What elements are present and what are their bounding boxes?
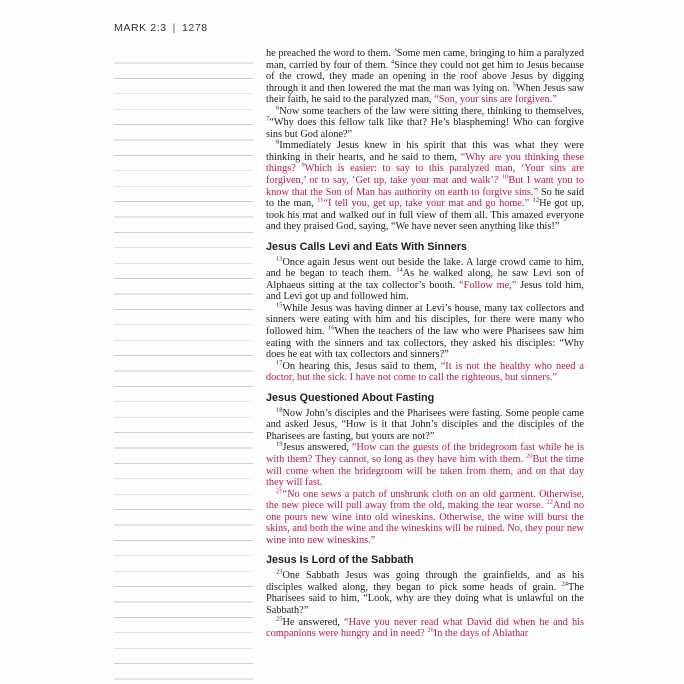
notes-lines bbox=[114, 48, 253, 684]
words-of-jesus: And no one pours new wine into old wineskins. Otherwise, the wine will burst the skins, and both the wine and the wineskins will be ruined. No, they pour new wine into new wineskins.” bbox=[266, 500, 584, 546]
words-of-jesus: “I tell you, get up, take your mat and go home.” bbox=[323, 198, 530, 210]
book-reference: MARK 2:3 bbox=[114, 22, 167, 34]
paragraph bbox=[266, 140, 584, 232]
verse-number: 19 bbox=[276, 440, 283, 448]
verse-text: he preached the word to them. bbox=[266, 48, 394, 59]
verse-text: On hearing this, Jesus said to them, bbox=[282, 360, 441, 372]
paragraph bbox=[266, 106, 584, 141]
verse-text: Once again Jesus went out beside the lake. A large crowd came to him, and he began to teach them. bbox=[266, 256, 584, 280]
page-number: 1278 bbox=[181, 22, 208, 34]
verse-text: Now John’s disciples and the Pharisees were fasting. Some people came and asked Jesus, “How is it that John’s disciples and the disciples of the Pharisees are fasting, but yours are not?” bbox=[266, 407, 584, 442]
words-of-jesus: In the days of Abiathar bbox=[433, 628, 529, 640]
verse-text: “Why does this fellow talk like that? He’s blaspheming! Who can forgive sins but God alone?” bbox=[266, 117, 584, 140]
verse-text: When the teachers of the law who were Pharisees saw him eating with the sinners and tax collectors, they asked his disciples: “Why does he eat with tax collectors and sinners?” bbox=[266, 326, 584, 361]
running-header bbox=[114, 22, 208, 34]
verse-number: 8 bbox=[276, 138, 280, 146]
verse-number: 12 bbox=[532, 196, 540, 204]
words-of-jesus: “Follow me,” bbox=[459, 279, 517, 291]
paragraph bbox=[266, 303, 584, 361]
verse-number: 15 bbox=[276, 301, 283, 309]
words-of-jesus: “How can the guests of the bridegroom fast while he is with them? They cannot, so long as they have him with them. bbox=[266, 442, 584, 465]
verse-text: Immediately Jesus knew in his spirit that this was what they were thinking in their hearts, and he said to them, bbox=[266, 140, 584, 163]
words-of-jesus: “Why are you thinking these things? bbox=[266, 151, 584, 175]
verse-text: The Pharisees said to him, “Look, why are they doing what is unlawful on the Sabbath?” bbox=[266, 581, 584, 616]
verse-number: 26 bbox=[427, 626, 434, 634]
words-of-jesus: But the time will come when the bridegroom will be taken from them, and on that day they will fast. bbox=[266, 453, 584, 489]
scripture-column bbox=[266, 48, 584, 684]
verse-number: 11 bbox=[317, 196, 324, 204]
verse-number: 13 bbox=[276, 255, 283, 263]
verse-number: 10 bbox=[501, 173, 509, 181]
verse-text: Jesus told him, and Levi got up and followed him. bbox=[266, 279, 584, 303]
verse-number: 24 bbox=[561, 580, 568, 588]
verse-number: 22 bbox=[546, 498, 553, 506]
verse-number: 6 bbox=[276, 104, 280, 112]
paragraph bbox=[266, 617, 584, 640]
paragraph bbox=[266, 257, 584, 303]
words-of-jesus: Which is easier: to say to this paralyzed man, ‘Your sins are forgiven,’ or to say, ‘Get up, take your mat and walk’? bbox=[266, 163, 584, 187]
words-of-jesus: “Have you never read what David did when he and his companions were hungry and in need? bbox=[266, 616, 584, 640]
verse-number: 21 bbox=[276, 487, 283, 495]
paragraph bbox=[266, 361, 584, 384]
paragraph bbox=[266, 408, 584, 443]
verse-number: 4 bbox=[390, 58, 395, 66]
verse-text: Now some teachers of the law were sitting there, thinking to themselves, bbox=[279, 105, 584, 117]
verse-number: 5 bbox=[512, 81, 516, 89]
verse-text: When Jesus saw their faith, he said to the paralyzed man, bbox=[266, 82, 584, 106]
section-heading: Jesus Calls Levi and Eats With Sinners bbox=[266, 240, 467, 253]
words-of-jesus: “It is not the healthy who need a doctor, but the sick. I have not come to call the righteous, but sinners.” bbox=[266, 360, 584, 384]
section-heading: Jesus Is Lord of the Sabbath bbox=[266, 554, 414, 567]
paragraph bbox=[266, 570, 584, 616]
section-heading: Jesus Questioned About Fasting bbox=[266, 391, 435, 404]
verse-text: Some men came, bringing to him a paralyzed man, carried by four of them. bbox=[266, 48, 584, 71]
words-of-jesus: “No one sews a patch of unshrunk cloth on an old garment. Otherwise, the new piece will pull away from the old, making the tear worse. bbox=[266, 488, 584, 512]
verse-text: One Sabbath Jesus was going through the grainfields, and as his disciples walked along, they began to pick some heads of grain. bbox=[266, 570, 584, 593]
verse-number: 25 bbox=[276, 615, 283, 623]
verse-text: Jesus answered, bbox=[282, 442, 352, 454]
verse-number: 23 bbox=[276, 568, 283, 576]
paragraph bbox=[266, 442, 584, 488]
verse-text: So he said to the man, bbox=[266, 186, 584, 210]
header-separator: | bbox=[172, 22, 176, 34]
verse-number: 16 bbox=[327, 324, 335, 332]
paragraph bbox=[266, 48, 584, 106]
verse-text: While Jesus was having dinner at Levi’s house, many tax collectors and sinners were eating with him and his disciples, for there were many who followed him. bbox=[266, 302, 584, 338]
verse-number: 7 bbox=[266, 115, 270, 123]
verse-text: He answered, bbox=[282, 616, 345, 628]
words-of-jesus: “Son, your sins are forgiven.” bbox=[434, 94, 557, 106]
verse-number: 9 bbox=[301, 162, 305, 170]
verse-text: Since they could not get him to Jesus because of the crowd, they made an opening in the roof above Jesus by digging through it and then lowered the mat the man was lying on. bbox=[266, 59, 584, 94]
verse-text: He got up, took his mat and walked out in full view of them all. This amazed everyone and they praised God, saying, “We have never seen anything like this!” bbox=[266, 198, 584, 233]
verse-text: As he walked along, he saw Levi son of Alphaeus sitting at the tax collector’s booth. bbox=[266, 268, 584, 291]
paragraph bbox=[266, 489, 584, 547]
verse-number: 20 bbox=[525, 452, 533, 460]
words-of-jesus: But I want you to know that the Son of Man has authority on earth to forgive sins.” bbox=[266, 175, 584, 198]
verse-number: 18 bbox=[276, 406, 283, 414]
verse-number: 17 bbox=[276, 359, 283, 367]
verse-number: 14 bbox=[396, 266, 403, 274]
verse-number: 3 bbox=[393, 48, 397, 54]
